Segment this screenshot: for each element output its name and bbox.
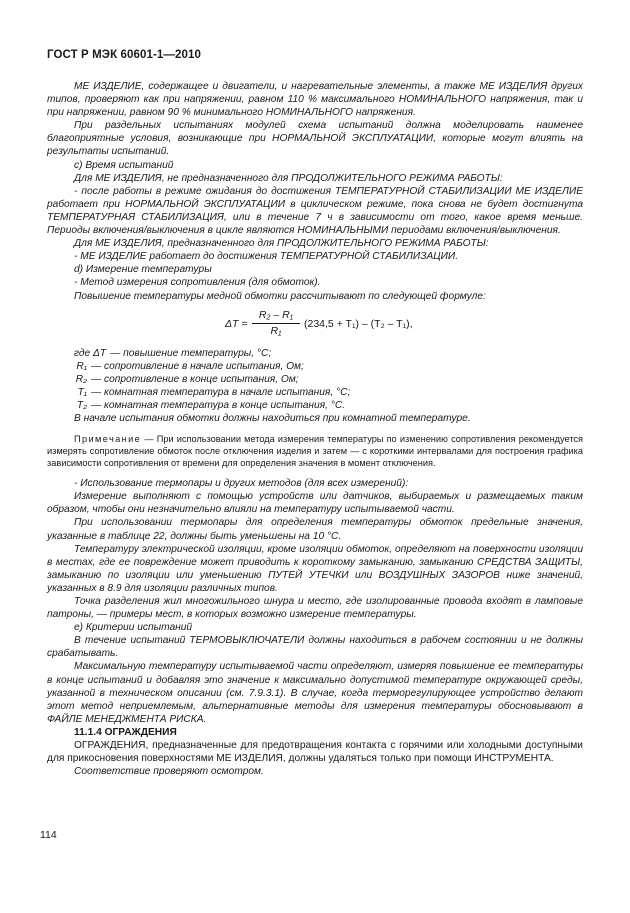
list-heading: d) Измерение температуры (74, 264, 212, 276)
page-number: 114 (40, 829, 57, 841)
variable-row (47, 373, 583, 386)
variable-row (47, 386, 583, 399)
paragraph: Максимальную температуру испытываемой части определяют, измеряя повышение ее температуры в конце испытаний и добавляя это значение к максимально допустимой температуре окружающей среды, указанной в техническом описании (см. 7.9.3.1). В случае, когда терморегулирующее устройство делают этот метод неприемлемым, альтернативные методы для измерения температуры обосновывают в ФАЙЛЕ МЕНЕДЖМЕНТА РИСКА. (47, 661, 583, 725)
formula-lhs: ΔT = (225, 317, 248, 330)
formula-denominator: R₁ (270, 324, 282, 337)
paragraph: МЕ ИЗДЕЛИЕ, содержащее и двигатели, и нагревательные элементы, а также МЕ ИЗДЕЛИЯ других типов, проверяют как при напряжении, равном 110 % максимального НОМИНАЛЬНОГО напряжения, так и при напряжении, равном 90 % минимального НОМИНАЛЬНОГО напряжения. (47, 81, 583, 119)
variable-description: — сопротивление в конце испытания, Ом; (91, 373, 299, 385)
variable-symbol: R₂ (75, 373, 87, 385)
paragraph: - после работы в режиме ожидания до достижения ТЕМПЕРАТУРНОЙ СТАБИЛИЗАЦИИ МЕ ИЗДЕЛИЕ работает при НОРМАЛЬНОЙ ЭКСПЛУАТАЦИИ в циклическом режиме, пока снова не будет достигнута ТЕМПЕРАТУРНАЯ СТАБИЛИЗАЦИЯ, или в течение 7 ч в зависимости от того, какое время меньше. Периоды включения/выключения в цикле являются НОМИНАЛЬНЫМИ периодами включения/выключения. (47, 185, 583, 237)
paragraph: При раздельных испытаниях модулей схема испытаний должна моделировать наименее благоприятные условия, возникающие при НОРМАЛЬНОЙ ЭКСПЛУАТАЦИИ, которые могут влиять на результаты испытаний. (47, 120, 583, 158)
variable-symbol: где ΔT (74, 347, 107, 359)
formula-fraction (252, 309, 300, 338)
variable-symbol: R₁ (76, 360, 87, 372)
paragraph: - Использование термопары и других методов (для всех измерений): (74, 478, 409, 490)
paragraph: Измерение выполняют с помощью устройств или датчиков, выбираемых и размещаемых таким образом, чтобы они незначительно влияли на температуру испытываемой части. (47, 491, 583, 516)
paragraph: В начале испытания обмотки должны находиться при комнатной температуре. (74, 413, 471, 425)
variable-description: — повышение температуры, °С; (110, 347, 272, 359)
note-label: Примечание (74, 434, 142, 445)
variable-symbol: T₁ (77, 386, 87, 398)
paragraph: Соответствие проверяют осмотром. (74, 766, 264, 778)
variable-symbol: T₂ (76, 399, 87, 411)
variable-row (47, 360, 583, 373)
document-header: ГОСТ Р МЭК 60601-1—2010 (47, 49, 201, 61)
variable-description: — комнатная температура в конце испытания, °С. (91, 399, 346, 411)
paragraph: Температуру электрической изоляции, кроме изоляции обмоток, определяют на поверхности изоляции в местах, где ее повреждение может приводить к короткому замыканию, замыканию СРЕДСТВА ЗАЩИТЫ, замыканию по изоляции или уменьшению ПУТЕЙ УТЕЧКИ или ВОЗДУШНЫХ ЗАЗОРОВ ниже значений, указанных в 8.9 для изоляции различных типов. (47, 543, 583, 594)
paragraph: В течение испытаний ТЕРМОВЫКЛЮЧАТЕЛИ должны находиться в рабочем состоянии и не должны срабатывать. (47, 635, 583, 660)
paragraph: Точка разделения жил многожильного шнура и место, где изолированные провода входят в ламповые патроны, — примеры мест, в которых возможно измерение температуры. (47, 596, 583, 621)
variable-row (47, 347, 583, 360)
paragraph: Для МЕ ИЗДЕЛИЯ, не предназначенного для ПРОДОЛЖИТЕЛЬНОГО РЕЖИМА РАБОТЫ: (74, 172, 503, 184)
paragraph: - Метод измерения сопротивления (для обмоток). (74, 277, 321, 289)
paragraph: Для МЕ ИЗДЕЛИЯ, предназначенного для ПРОДОЛЖИТЕЛЬНОГО РЕЖИМА РАБОТЫ: (74, 238, 489, 250)
note-text: — При использовании метода измерения температуры по изменению сопротивления рекомендуется измерять сопротивление обмоток после отключения изделия и затем — с короткими интервалами для построения графика зависимости сопротивления от времени для определения значения в момент отключения. (47, 434, 583, 469)
paragraph: Повышение температуры медной обмотки рассчитывают по следующей формуле: (74, 290, 486, 302)
variable-row (47, 399, 583, 412)
paragraph: ОГРАЖДЕНИЯ, предназначенные для предотвращения контакта с горячими или холодными доступными для прикосновения поверхностями МЕ ИЗДЕЛИЯ, должны удаляться только при помощи ИНСТРУМЕНТА. (47, 740, 583, 765)
list-heading: е) Критерии испытаний (74, 622, 193, 634)
document-body (47, 80, 583, 778)
paragraph: - МЕ ИЗДЕЛИЕ работает до достижения ТЕМПЕРАТУРНОЙ СТАБИЛИЗАЦИИ. (74, 251, 459, 263)
variable-description: — комнатная температура в начале испытания, °С; (91, 386, 351, 398)
list-heading: с) Время испытаний (74, 159, 174, 171)
section-title: 11.1.4 ОГРАЖДЕНИЯ (74, 726, 177, 738)
variable-description: — сопротивление в начале испытания, Ом; (91, 360, 304, 372)
temperature-formula (47, 308, 583, 337)
variable-list (47, 347, 583, 412)
formula-numerator: R₂ – R₁ (252, 309, 300, 324)
formula-rhs: (234,5 + T₁) – (T₂ – T₁), (304, 317, 413, 330)
note (47, 433, 583, 469)
paragraph: При использовании термопары для определения температуры обмоток предельные значения, указанные в таблице 22, должны быть уменьшены на 10 °С. (47, 517, 583, 542)
